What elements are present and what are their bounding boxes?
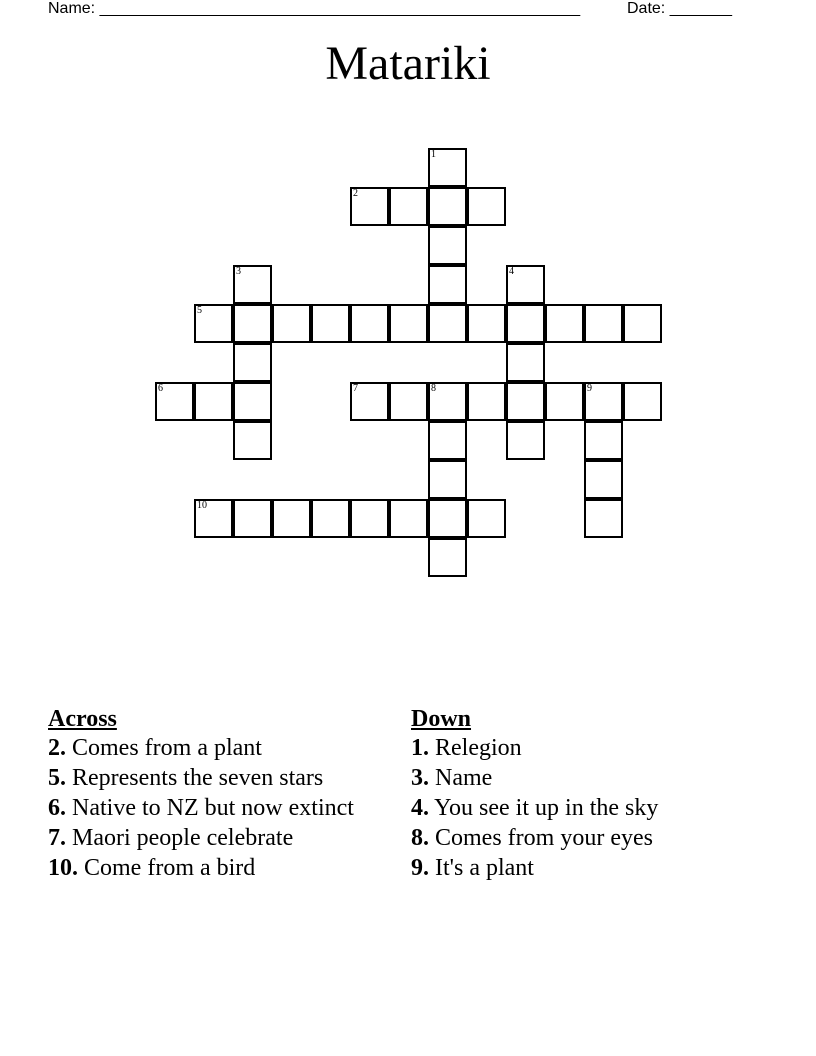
crossword-cell[interactable] — [428, 382, 467, 421]
across-clue — [48, 824, 368, 852]
page-title: Matariki — [325, 37, 491, 90]
crossword-cell[interactable] — [506, 421, 545, 460]
cell-number: 1 — [431, 149, 436, 160]
cell-number: 6 — [158, 383, 163, 394]
crossword-cell[interactable] — [311, 304, 350, 343]
date-field[interactable]: Date: _______ — [627, 0, 732, 17]
clue-number: 5. — [48, 765, 66, 791]
crossword-cell[interactable] — [155, 382, 194, 421]
crossword-cell[interactable] — [350, 187, 389, 226]
crossword-cell[interactable] — [233, 382, 272, 421]
across-clue — [48, 764, 368, 792]
crossword-cell[interactable] — [428, 187, 467, 226]
crossword-cell[interactable] — [545, 382, 584, 421]
crossword-cell[interactable] — [506, 343, 545, 382]
across-clue — [48, 794, 368, 822]
crossword-cell[interactable] — [623, 304, 662, 343]
crossword-cell[interactable] — [233, 304, 272, 343]
crossword-cell[interactable] — [623, 382, 662, 421]
cell-number: 10 — [197, 500, 207, 511]
down-clue — [411, 764, 751, 792]
crossword-cell[interactable] — [467, 382, 506, 421]
crossword-cell[interactable] — [428, 499, 467, 538]
clue-text: It's a plant — [435, 855, 534, 881]
clue-number: 7. — [48, 825, 66, 851]
cell-number: 2 — [353, 188, 358, 199]
crossword-cell[interactable] — [584, 499, 623, 538]
crossword-cell[interactable] — [428, 148, 467, 187]
cell-number: 8 — [431, 383, 436, 394]
across-clue — [48, 734, 368, 762]
cell-number: 5 — [197, 305, 202, 316]
clue-number: 6. — [48, 795, 66, 821]
crossword-cell[interactable] — [233, 343, 272, 382]
crossword-cell[interactable] — [428, 226, 467, 265]
crossword-cell[interactable] — [389, 304, 428, 343]
crossword-cell[interactable] — [233, 499, 272, 538]
crossword-cell[interactable] — [389, 187, 428, 226]
clue-text: Come from a bird — [84, 855, 256, 881]
crossword-cell[interactable] — [467, 304, 506, 343]
crossword-cell[interactable] — [272, 499, 311, 538]
crossword-cell[interactable] — [584, 421, 623, 460]
crossword-cell[interactable] — [428, 538, 467, 577]
crossword-cell[interactable] — [311, 499, 350, 538]
clue-number: 9. — [411, 855, 429, 881]
crossword-cell[interactable] — [350, 382, 389, 421]
clue-text: Native to NZ but now extinct — [72, 795, 354, 821]
crossword-cell[interactable] — [233, 421, 272, 460]
down-clue — [411, 734, 751, 762]
clue-text: Maori people celebrate — [72, 825, 294, 851]
crossword-cell[interactable] — [350, 304, 389, 343]
clue-number: 2. — [48, 735, 66, 761]
crossword-cell[interactable] — [467, 499, 506, 538]
crossword-cell[interactable] — [428, 460, 467, 499]
clue-text: Comes from a plant — [72, 735, 262, 761]
crossword-cell[interactable] — [233, 265, 272, 304]
cell-number: 7 — [353, 383, 358, 394]
crossword-cell[interactable] — [389, 382, 428, 421]
crossword-cell[interactable] — [584, 304, 623, 343]
crossword-cell[interactable] — [389, 499, 428, 538]
clue-number: 8. — [411, 825, 429, 851]
clue-text: Relegion — [435, 735, 522, 761]
down-clue — [411, 794, 751, 822]
down-clue — [411, 854, 751, 882]
clue-text: Represents the seven stars — [72, 765, 324, 791]
crossword-cell[interactable] — [584, 460, 623, 499]
cell-number: 4 — [509, 266, 514, 277]
cell-number: 9 — [587, 383, 592, 394]
crossword-cell[interactable] — [272, 304, 311, 343]
clue-number: 3. — [411, 765, 429, 791]
crossword-cell[interactable] — [350, 499, 389, 538]
across-heading: Across — [48, 706, 117, 732]
crossword-cell[interactable] — [428, 304, 467, 343]
down-clues — [411, 704, 751, 884]
clue-text: You see it up in the sky — [434, 795, 659, 821]
crossword-cell[interactable] — [506, 304, 545, 343]
clue-number: 1. — [411, 735, 429, 761]
clue-text: Comes from your eyes — [435, 825, 653, 851]
crossword-cell[interactable] — [428, 421, 467, 460]
clue-text: Name — [435, 765, 493, 791]
name-field[interactable]: Name: ______________________________________________________ — [48, 0, 581, 17]
down-heading: Down — [411, 706, 472, 732]
across-clues — [48, 704, 368, 884]
crossword-cell[interactable] — [194, 304, 233, 343]
crossword-cell[interactable] — [545, 304, 584, 343]
crossword-cell[interactable] — [194, 382, 233, 421]
crossword-cell[interactable] — [506, 382, 545, 421]
crossword-cell[interactable] — [584, 382, 623, 421]
crossword-cell[interactable] — [467, 187, 506, 226]
down-clue — [411, 824, 751, 852]
clue-number: 10. — [48, 855, 78, 881]
crossword-cell[interactable] — [506, 265, 545, 304]
crossword-cell[interactable] — [428, 265, 467, 304]
cell-number: 3 — [236, 266, 241, 277]
across-clue — [48, 854, 368, 882]
clue-number: 4. — [411, 795, 429, 821]
crossword-cell[interactable] — [194, 499, 233, 538]
